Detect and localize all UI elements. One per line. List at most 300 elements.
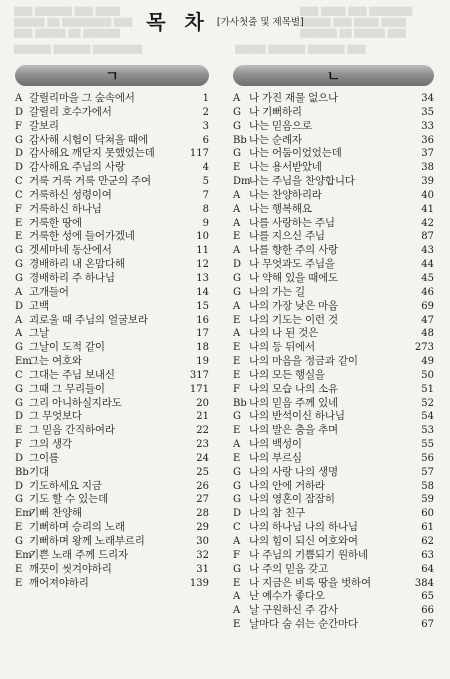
page-number: 20 xyxy=(196,397,209,409)
song-title: 나의 안에 거하라 xyxy=(249,479,325,492)
index-entry xyxy=(233,134,434,148)
song-key: G xyxy=(233,120,241,132)
song-title: 나 주의 믿음 갖고 xyxy=(249,562,329,575)
song-key: Em xyxy=(15,508,32,520)
page-number: 87 xyxy=(421,231,434,243)
index-entry xyxy=(15,230,209,244)
song-title: 기쁜 노래 주께 드리자 xyxy=(29,548,128,561)
page-number: 52 xyxy=(421,397,434,409)
page-number: 384 xyxy=(414,577,434,589)
song-title: 나는 행복해요 xyxy=(249,202,312,215)
index-entry xyxy=(233,590,434,604)
page-number: 67 xyxy=(421,619,434,631)
song-title: 거룩하신 성령이여 xyxy=(29,188,112,201)
song-key: A xyxy=(15,93,23,104)
index-entry xyxy=(233,92,434,106)
index-entry xyxy=(15,175,209,189)
song-key: G xyxy=(233,148,241,160)
song-title: 거룩한 성에 들어가겠네 xyxy=(29,230,135,243)
song-title: 깨어져야하리 xyxy=(29,576,89,589)
song-title: 나 기뻐하리 xyxy=(249,105,302,118)
page-number: 60 xyxy=(421,508,434,520)
song-title: 거룩한 땅에 xyxy=(29,216,82,229)
song-key: E xyxy=(233,577,241,589)
song-key: F xyxy=(233,549,240,561)
song-key: G xyxy=(233,466,241,478)
page-number: 9 xyxy=(202,217,209,229)
song-key: C xyxy=(15,189,23,201)
page-number: 6 xyxy=(202,134,209,146)
song-title: 날 구원하신 주 감사 xyxy=(249,604,338,617)
page-number: 32 xyxy=(196,549,209,561)
page-number: 41 xyxy=(421,203,434,215)
page-number: 26 xyxy=(196,480,209,492)
page-number: 11 xyxy=(196,245,209,257)
page-subtitle: [가사첫줄 및 제목별] xyxy=(216,16,304,28)
index-entry xyxy=(233,618,434,632)
song-title: 갈릴리마을 그 숲속에서 xyxy=(29,92,135,104)
index-entry xyxy=(15,272,209,286)
song-title: 그날 xyxy=(29,327,49,340)
index-entry xyxy=(233,397,434,411)
page-number: 62 xyxy=(421,536,434,547)
page-number: 61 xyxy=(421,522,434,534)
song-key: Dm xyxy=(233,176,251,188)
index-entry xyxy=(233,549,434,563)
song-key: G xyxy=(15,272,23,284)
index-entry xyxy=(15,244,209,258)
page-number: 66 xyxy=(421,605,434,617)
index-entry xyxy=(15,120,209,134)
song-title: 감사해요 깨닫지 못했었는데 xyxy=(29,147,155,160)
index-entry xyxy=(15,466,209,480)
song-key: A xyxy=(233,605,241,617)
song-title: 나는 어둠이었었는데 xyxy=(249,147,342,160)
song-key: G xyxy=(15,397,23,409)
song-key: G xyxy=(15,494,23,506)
index-entry xyxy=(233,189,434,203)
page-number: 64 xyxy=(421,563,434,575)
song-title: 나는 순례자 xyxy=(249,133,302,146)
song-title: 기대 xyxy=(29,465,49,478)
song-title: 괴로울 때 주님의 얼굴보라 xyxy=(29,313,148,326)
index-entry xyxy=(15,563,209,577)
index-entry xyxy=(233,466,434,480)
song-key: D xyxy=(15,162,24,174)
song-title: 고개들어 xyxy=(29,285,69,298)
song-title: 고백 xyxy=(29,299,49,312)
page-number: 38 xyxy=(421,162,434,174)
song-title: 나의 하나님 나의 하나님 xyxy=(249,521,358,534)
index-entry xyxy=(233,410,434,424)
page-number: 3 xyxy=(202,120,209,132)
song-title: 기도 할 수 있는데 xyxy=(29,493,109,506)
page-number: 45 xyxy=(421,272,434,284)
index-entry xyxy=(15,549,209,563)
song-title: 경배하리 내 온맘다해 xyxy=(29,258,125,271)
song-key: D xyxy=(15,106,24,118)
song-title: 감사해요 주님의 사랑 xyxy=(29,161,125,174)
page-number: 55 xyxy=(421,439,434,451)
index-entry xyxy=(233,563,434,577)
page-number: 22 xyxy=(196,425,209,437)
index-entry xyxy=(233,147,434,161)
song-key: F xyxy=(15,203,22,215)
index-entry xyxy=(233,272,434,286)
page-number: 36 xyxy=(421,134,434,146)
song-title: 난 예수가 좋다오 xyxy=(249,590,325,603)
page-number: 8 xyxy=(202,203,209,215)
song-key: Bb xyxy=(233,134,247,146)
song-title: 나의 부르심 xyxy=(249,451,302,464)
page-number: 17 xyxy=(196,328,209,340)
page-number: 65 xyxy=(421,591,434,603)
song-key: A xyxy=(233,300,241,312)
song-title: 나의 영혼이 잠잠히 xyxy=(249,493,335,506)
song-key: E xyxy=(233,356,241,368)
song-key: D xyxy=(15,300,24,312)
index-entry xyxy=(233,507,434,521)
song-title: 나 주님의 기쁨되기 원하네 xyxy=(249,548,368,561)
page-number: 54 xyxy=(421,411,434,423)
song-key: D xyxy=(233,508,242,520)
index-entry xyxy=(15,147,209,161)
song-title: 나 무엇과도 주님을 xyxy=(249,258,335,271)
page-number: 16 xyxy=(196,314,209,326)
song-title: 나의 사랑 나의 생명 xyxy=(249,465,338,478)
song-key: D xyxy=(15,148,24,160)
bleed-through-text: ▒▒▒▒▒ ▒▒▒▒▒▒ ▒▒▒▒▒▒ ▒▒▒ xyxy=(235,45,366,54)
song-title: 나의 가는 길 xyxy=(249,285,305,298)
song-key: G xyxy=(233,480,241,492)
song-key: E xyxy=(15,217,23,229)
page-number: 47 xyxy=(421,314,434,326)
page-number: 29 xyxy=(196,522,209,534)
page-number: 21 xyxy=(196,411,209,423)
song-title: 나는 용서받았네 xyxy=(249,161,322,174)
index-entry xyxy=(233,535,434,549)
index-entry xyxy=(233,604,434,618)
song-key: D xyxy=(15,411,24,423)
index-entry xyxy=(15,286,209,300)
index-entry xyxy=(15,189,209,203)
page-number: 49 xyxy=(421,356,434,368)
page-number: 18 xyxy=(196,342,209,354)
page-number: 42 xyxy=(421,217,434,229)
song-title: 나의 기도는 이런 것 xyxy=(249,313,338,326)
song-key: E xyxy=(233,425,241,437)
song-key: A xyxy=(233,328,241,340)
page-number: 56 xyxy=(421,452,434,464)
index-entry xyxy=(233,341,434,355)
song-key: E xyxy=(233,314,241,326)
index-entry xyxy=(15,507,209,521)
index-entry xyxy=(233,217,434,231)
song-title: 나 가진 재물 없으나 xyxy=(249,92,338,104)
index-entry xyxy=(233,120,434,134)
index-entry xyxy=(233,106,434,120)
song-title: 겟세마네 동산에서 xyxy=(29,244,112,257)
song-key: A xyxy=(233,591,241,603)
song-title: 나의 발은 춤을 추며 xyxy=(249,424,338,437)
index-entry xyxy=(233,286,434,300)
song-key: Bb xyxy=(15,466,29,478)
song-title: 나의 반석이신 하나님 xyxy=(249,410,345,423)
page-number: 5 xyxy=(202,176,209,188)
song-title: 나를 사랑하는 주님 xyxy=(249,216,335,229)
index-entry xyxy=(15,203,209,217)
page-number: 7 xyxy=(202,189,209,201)
page-number: 24 xyxy=(196,452,209,464)
section-heading-left: ㄱ xyxy=(15,65,209,86)
song-title: 깨끗이 씻겨야하리 xyxy=(29,562,112,575)
song-title: 감사해 시험이 닥쳐올 때에 xyxy=(29,133,148,146)
song-key: F xyxy=(15,439,22,451)
index-entry xyxy=(15,493,209,507)
song-key: G xyxy=(15,383,23,395)
index-entry xyxy=(233,424,434,438)
index-column-right xyxy=(233,65,434,632)
index-entry xyxy=(15,217,209,231)
song-title: 그의 생각 xyxy=(29,438,72,451)
song-key: D xyxy=(15,480,24,492)
song-title: 나의 마음을 정금과 같이 xyxy=(249,355,358,368)
index-entry xyxy=(233,438,434,452)
page-number: 13 xyxy=(196,272,209,284)
song-title: 나의 모습 나의 소유 xyxy=(249,382,338,395)
song-title: 나의 가장 낮은 마음 xyxy=(249,299,338,312)
song-key: A xyxy=(15,314,23,326)
page-number: 171 xyxy=(189,383,209,395)
song-title: 나의 참 친구 xyxy=(249,507,305,520)
index-entry xyxy=(15,577,209,591)
index-entry xyxy=(233,161,434,175)
page-number: 59 xyxy=(421,494,434,506)
song-key: A xyxy=(233,439,241,451)
song-key: Bb xyxy=(233,397,247,409)
index-entry xyxy=(233,314,434,328)
page-number: 63 xyxy=(421,549,434,561)
song-key: A xyxy=(15,286,23,298)
song-title: 갈릴리 호수가에서 xyxy=(29,105,112,118)
page-number: 46 xyxy=(421,286,434,298)
page-number: 273 xyxy=(414,342,434,354)
song-key: A xyxy=(233,93,241,104)
song-key: E xyxy=(15,563,23,575)
song-key: A xyxy=(233,245,241,257)
index-entry xyxy=(233,355,434,369)
song-title: 나는 찬양하리라 xyxy=(249,188,322,201)
index-entry xyxy=(15,397,209,411)
song-key: E xyxy=(233,452,241,464)
page-number: 12 xyxy=(196,259,209,271)
song-key: E xyxy=(233,231,241,243)
song-title: 나를 지으신 주님 xyxy=(249,230,325,243)
page-number: 57 xyxy=(421,466,434,478)
song-title: 기뻐 찬양해 xyxy=(29,507,82,520)
index-entry xyxy=(233,327,434,341)
page-number: 14 xyxy=(196,286,209,298)
song-title: 거룩하신 하나님 xyxy=(29,202,102,215)
song-title: 나를 향한 주의 사랑 xyxy=(249,244,338,257)
song-title: 나의 나 된 것은 xyxy=(249,327,319,340)
song-title: 나의 힘이 되신 여호와여 xyxy=(249,535,358,547)
song-key: E xyxy=(233,619,241,631)
index-entry xyxy=(15,161,209,175)
song-title: 갈보리 xyxy=(29,119,59,132)
index-entry xyxy=(15,134,209,148)
index-entry xyxy=(15,452,209,466)
page-number: 44 xyxy=(421,259,434,271)
song-title: 기도하세요 지금 xyxy=(29,479,102,492)
page-number: 2 xyxy=(202,106,209,118)
song-key: E xyxy=(233,342,241,354)
index-entry xyxy=(15,383,209,397)
page-number: 25 xyxy=(196,466,209,478)
index-entry xyxy=(233,577,434,591)
page-number: 31 xyxy=(196,563,209,575)
song-key: G xyxy=(233,411,241,423)
index-entry xyxy=(233,480,434,494)
song-key: A xyxy=(15,328,23,340)
index-entry xyxy=(15,106,209,120)
page-number: 50 xyxy=(421,369,434,381)
bleed-through-text: ▒▒▒ ▒▒▒▒▒▒ ▒▒▒ ▒▒▒▒ ▒▒▒▒▒ ▒▒ ▒▒▒▒▒▒▒▒ ▒▒▒ ▒▒▒ ▒▒▒▒▒ ▒▒ ▒▒▒▒▒▒ xyxy=(14,7,133,38)
song-key: G xyxy=(15,245,23,257)
song-title: 나 지금은 비록 땅을 벗하여 xyxy=(249,576,371,589)
index-entry xyxy=(15,327,209,341)
song-key: G xyxy=(15,259,23,271)
index-entry xyxy=(15,355,209,369)
index-entry xyxy=(15,424,209,438)
song-key: E xyxy=(233,162,241,174)
song-key: G xyxy=(233,106,241,118)
page-number: 58 xyxy=(421,480,434,492)
page-number: 39 xyxy=(421,176,434,188)
song-title: 나의 백성이 xyxy=(249,438,302,451)
song-key: A xyxy=(233,189,241,201)
song-title: 그대는 주님 보내신 xyxy=(29,368,115,381)
song-title: 거룩 거룩 거룩 만군의 주여 xyxy=(29,175,151,188)
song-key: G xyxy=(15,342,23,354)
index-entry xyxy=(15,438,209,452)
index-entry xyxy=(15,341,209,355)
page-number: 27 xyxy=(196,494,209,506)
song-title: 그날이 도적 같이 xyxy=(29,341,105,354)
song-key: G xyxy=(233,286,241,298)
index-entry xyxy=(15,258,209,272)
index-column-left xyxy=(15,65,209,590)
page-number: 34 xyxy=(421,93,434,104)
index-entry xyxy=(233,369,434,383)
bleed-through-text: ▒▒▒ ▒▒▒▒ ▒▒▒ ▒▒▒▒▒▒▒ ▒▒▒▒▒ ▒▒▒ ▒▒▒▒ ▒▒▒▒ ▒▒▒▒▒▒ ▒▒ ▒▒▒▒▒ ▒▒▒ xyxy=(300,7,413,38)
index-list-left xyxy=(15,92,209,590)
song-title: 경배하리 주 하나님 xyxy=(29,271,115,284)
song-title: 그는 여호와 xyxy=(29,355,82,368)
index-entry xyxy=(233,300,434,314)
page-number: 10 xyxy=(196,231,209,243)
index-entry xyxy=(15,314,209,328)
song-key: E xyxy=(15,425,23,437)
song-title: 그때 그 무리들이 xyxy=(29,382,105,395)
song-title: 그 무엇보다 xyxy=(29,410,82,423)
song-key: D xyxy=(233,259,242,271)
index-entry xyxy=(15,535,209,549)
song-key: G xyxy=(233,494,241,506)
page-number: 28 xyxy=(196,508,209,520)
section-heading-right: ㄴ xyxy=(233,65,434,86)
index-entry xyxy=(15,521,209,535)
song-key: G xyxy=(233,563,241,575)
page-number: 1 xyxy=(202,93,209,104)
song-title: 그리 아니하실지라도 xyxy=(29,396,122,409)
page-number: 117 xyxy=(189,148,209,160)
page-number: 53 xyxy=(421,425,434,437)
index-list-right xyxy=(233,92,434,632)
index-entry xyxy=(233,258,434,272)
song-key: F xyxy=(15,120,22,132)
song-title: 나의 모든 행실을 xyxy=(249,368,325,381)
song-key: Em xyxy=(15,549,32,561)
song-title: 그 믿음 간직하여라 xyxy=(29,424,115,437)
song-key: E xyxy=(15,522,23,534)
page-title: 목 차 xyxy=(146,10,210,34)
page-number: 19 xyxy=(196,356,209,368)
song-title: 나의 등 뒤에서 xyxy=(249,341,315,354)
index-entry xyxy=(15,480,209,494)
song-key: A xyxy=(233,203,241,215)
song-key: C xyxy=(15,176,23,188)
song-key: E xyxy=(233,369,241,381)
song-title: 나는 주님을 찬양합니다 xyxy=(249,175,355,188)
index-entry xyxy=(233,230,434,244)
page-header xyxy=(0,6,450,35)
index-entry xyxy=(15,369,209,383)
page-number: 37 xyxy=(421,148,434,160)
song-key: C xyxy=(233,522,241,534)
page-number: 139 xyxy=(189,577,209,589)
page-number: 23 xyxy=(196,439,209,451)
page-number: 48 xyxy=(421,328,434,340)
index-entry xyxy=(15,300,209,314)
song-title: 그이름 xyxy=(29,451,59,464)
page-number: 317 xyxy=(189,369,209,381)
song-title: 나는 믿음으로 xyxy=(249,119,312,132)
song-key: F xyxy=(233,383,240,395)
song-key: Em xyxy=(15,356,32,368)
index-entry xyxy=(15,92,209,106)
song-key: A xyxy=(233,217,241,229)
song-key: E xyxy=(15,577,23,589)
song-key: C xyxy=(15,369,23,381)
index-entry xyxy=(233,244,434,258)
song-key: E xyxy=(15,231,23,243)
song-key: A xyxy=(233,536,241,547)
index-entry xyxy=(233,383,434,397)
song-title: 나의 믿음 주께 있네 xyxy=(249,396,338,409)
song-key: G xyxy=(15,134,23,146)
song-key: G xyxy=(15,536,23,547)
page-number: 51 xyxy=(421,383,434,395)
page-number: 4 xyxy=(202,162,209,174)
page-number: 40 xyxy=(421,189,434,201)
index-entry xyxy=(233,175,434,189)
bleed-through-text: ▒▒▒▒▒▒ ▒▒▒▒▒▒ ▒▒▒▒▒▒▒▒ xyxy=(14,45,143,54)
page-number: 15 xyxy=(196,300,209,312)
page-number: 33 xyxy=(421,120,434,132)
page-number: 69 xyxy=(421,300,434,312)
page-number: 43 xyxy=(421,245,434,257)
